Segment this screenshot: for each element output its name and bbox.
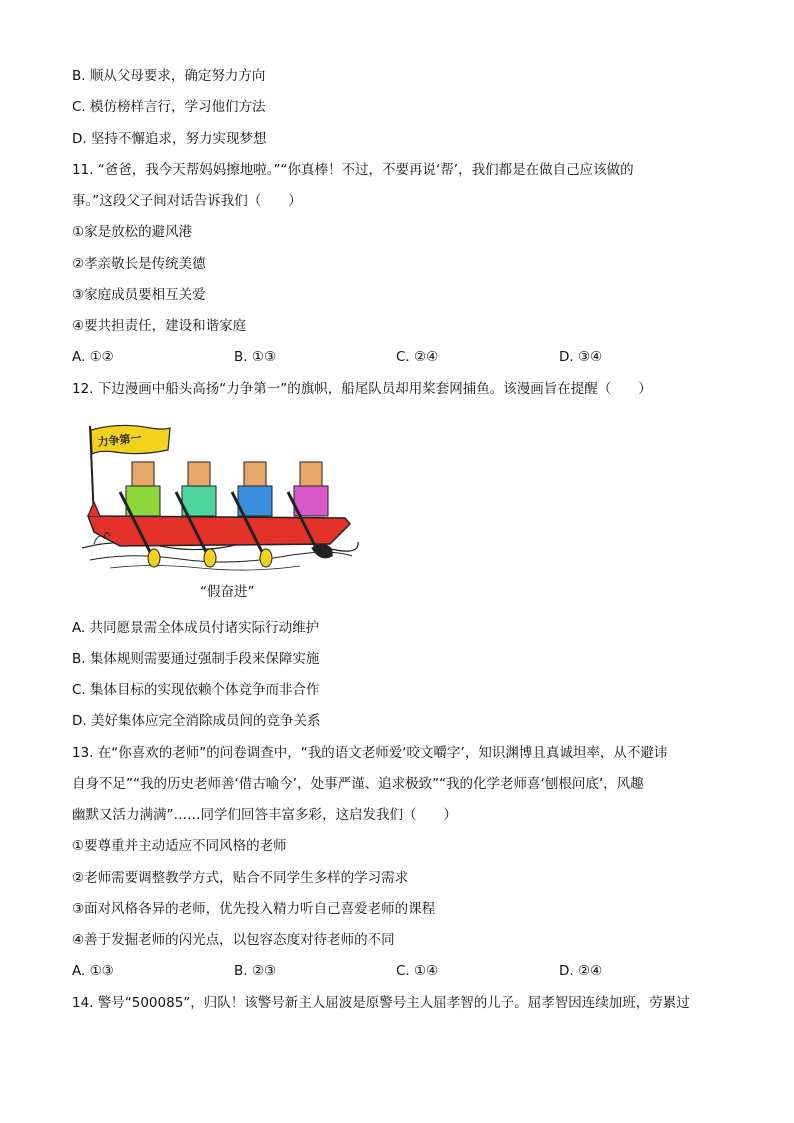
rower-1 [120, 462, 160, 567]
rower-2 [176, 462, 216, 567]
q13-stem-line2: 自身不足”“我的历史老师善‘借古喻今’，处事严谨、追求极致”“我的化学老师喜‘刨根问底’，风趣 [72, 776, 644, 792]
rower-3 [232, 462, 272, 567]
rowing-comic-illustration [80, 420, 360, 575]
q13-choice-b: B. ②③ [234, 963, 277, 979]
q11-item-2: ②孝亲敬长是传统美德 [72, 256, 206, 272]
q10-option-b: B. 顺从父母要求，确定努力方向 [72, 68, 266, 84]
boat-hull [88, 516, 350, 546]
q11-item-4: ④要共担责任，建设和谐家庭 [72, 318, 247, 334]
q11-choice-c: C. ②④ [396, 349, 439, 365]
comic-caption: “假奋进” [200, 584, 255, 600]
q13-item-4: ④善于发掘老师的闪光点，以包容态度对待老师的不同 [72, 932, 395, 948]
q12-option-b: B. 集体规则需要通过强制手段来保障实施 [72, 651, 320, 667]
q13-stem-line1: 13. 在“你喜欢的老师”的问卷调查中，“我的语文老师爱‘咬文嚼字’，知识渊博且真诚坦率，从不避讳 [72, 745, 668, 761]
q11-stem-line1: 11. “爸爸，我今天帮妈妈擦地啦。”“你真棒！不过，不要再说‘帮’，我们都是在做自己应该做的 [72, 162, 634, 178]
q10-option-c: C. 模仿榜样言行，学习他们方法 [72, 99, 266, 115]
q11-choice-d: D. ③④ [559, 349, 603, 365]
q12-stem: 12. 下边漫画中船头高扬“力争第一”的旗帜，船尾队员却用桨套网捕鱼。该漫画旨在提醒（ ） [72, 381, 652, 397]
q11-item-3: ③家庭成员要相互关爱 [72, 287, 206, 303]
q14-stem-line1: 14. 警号“500085”，归队！该警号新主人屈波是原警号主人屈孝智的儿子。屈孝智因连续加班，劳累过 [72, 995, 690, 1011]
q11-item-1: ①家是放松的避风港 [72, 224, 193, 240]
q13-choice-a: A. ①③ [72, 963, 114, 979]
q13-item-3: ③面对风格各异的老师，优先投入精力听自己喜爱老师的课程 [72, 901, 436, 917]
q12-option-a: A. 共同愿景需全体成员付诸实际行动维护 [72, 620, 320, 636]
q11-choice-b: B. ①③ [234, 349, 277, 365]
q11-choice-a: A. ①② [72, 349, 114, 365]
q13-choice-c: C. ①④ [396, 963, 439, 979]
q12-option-c: C. 集体目标的实现依赖个体竞争而非合作 [72, 682, 320, 698]
q12-option-d: D. 美好集体应完全消除成员间的竞争关系 [72, 713, 321, 729]
q13-item-2: ②老师需要调整教学方式，贴合不同学生多样的学习需求 [72, 870, 409, 886]
q11-stem-line2: 事。”这段父子间对话告诉我们（ ） [72, 193, 302, 209]
q10-option-d: D. 坚持不懈追求，努力实现梦想 [72, 131, 267, 147]
flag-label: 力争第一 [96, 431, 143, 449]
q13-item-1: ①要尊重并主动适应不同风格的老师 [72, 838, 287, 854]
q13-choice-d: D. ②④ [559, 963, 603, 979]
q13-stem-line3: 幽默又活力满满”……同学们回答丰富多彩，这启发我们（ ） [72, 807, 457, 823]
